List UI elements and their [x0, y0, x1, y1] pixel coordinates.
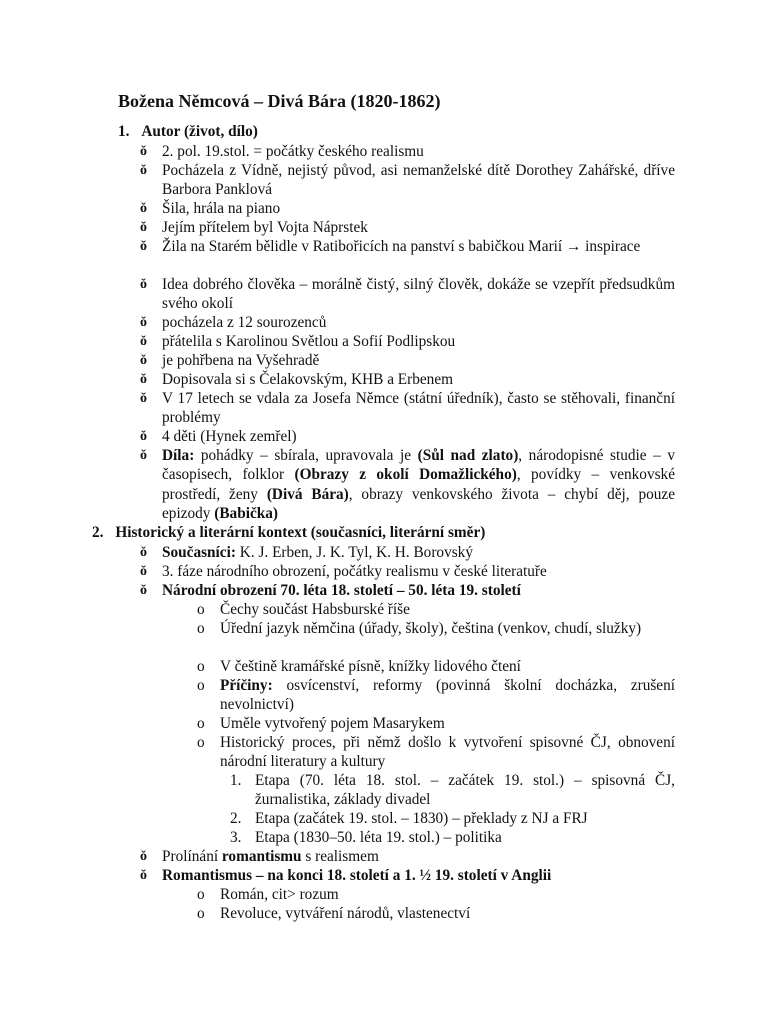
bullet-icon: ǒ: [140, 545, 147, 560]
bullet-icon: ǒ: [140, 277, 147, 292]
document-title: Božena Němcová – Divá Bára (1820-1862): [118, 91, 441, 111]
section-title: Autor (život, dílo): [141, 123, 258, 140]
bullet-icon: ǒ: [140, 448, 147, 463]
bullet-icon: ǒ: [140, 220, 147, 235]
bullet-icon: ǒ: [140, 163, 147, 178]
section-number: 2.: [92, 524, 104, 541]
section-1-heading: [118, 122, 258, 141]
bullet-icon: ǒ: [140, 353, 147, 368]
circle-bullet-icon: o: [197, 715, 205, 732]
bullet-icon: ǒ: [140, 564, 147, 579]
document-page: Božena Němcová – Divá Bára (1820-1862) 1. Autor (život, dílo) ǒ 2. pol. 19.stol. = počátky českého realismu ǒ Pocházela z Vídně, nejistý původ, asi nemanželské dítě Dorothey Zahářské, dříve Barbora Panklová ǒ Šila, hrála na piano ǒ Jejím přítelem byl Vojta Náprstek ǒ Žila na Starém bělidle v Ratibořicích na panství s babičkou Marií → inspirace ǒ Idea dobrého člověka – morálně čistý, silný člověk, dokáže se vzepřít předsudkům svého okolí ǒ pocházela z 12 sourozenců ǒ přátelila s Karolinou Světlou a Sofií Podlipskou ǒ je pohřbena na Vyšehradě ǒ Dopisovala si s Čelakovským, KHB a Erbenem ǒ V 17 letech se vdala za Josefa Němce (státní úředník), často se stěhovali, finanční problémy ǒ 4 děti (Hynek zemřel) ǒ Díla: pohádky – sbírala, upravovala je (Sůl nad zlato), národopisné studie – v časopisech, folklor (Obrazy z okolí Domažlického), povídky – venkovské prostředí, ženy (Divá Bára), obrazy venkovského života – chybí děj, pouze epizody (Babička) 2. Historický a literární kontext (současníci, literární směr) ǒ Současníci: K. J. Erben, J. K. Tyl, K. H. Borovský ǒ 3. fáze národního obrození, počátky realismu v české literatuře ǒ Národní obrození 70. léta 18. století – 50. léta 19. století o Čechy součást Habsburské říše o Úřední jazyk němčina (úřady, školy), čeština (venkov, chudí, služky) o V češtině kramářské písně, knížky lidového čtení o Příčiny: osvícenství, reformy (povinná školní docházka, zrušení nevolnictví) o Uměle vytvořený pojem Masarykem o Historický proces, při němž došlo k vytvoření spisovné ČJ, obnovení národní literatury a kultury 1. Etapa (70. léta 18. stol. – začátek 19. stol.) – spisovná ČJ, žurnalistika, základy divadel 2. Etapa (začátek 19. stol. – 1830) – překlady z NJ a FRJ 3. Etapa (1830–50. léta 19. stol.) – politika ǒ Prolínání romantismu s realismem ǒ Romantismus – na konci 18. století a 1. ½ 19. století v Anglii o Román, cit> rozum o Revoluce, vytváření národů, vlastenectví: [92, 91, 675, 922]
bullet-icon: ǒ: [140, 391, 147, 406]
bullet-icon: ǒ: [140, 583, 147, 598]
bullet-icon: ǒ: [140, 334, 147, 349]
circle-bullet-icon: o: [197, 620, 205, 637]
bullet-icon: ǒ: [140, 429, 147, 444]
bullet-icon: ǒ: [140, 849, 147, 864]
section-number: 1.: [118, 123, 130, 140]
circle-bullet-icon: o: [197, 734, 205, 751]
circle-bullet-icon: o: [197, 905, 205, 922]
bullet-icon: ǒ: [140, 315, 147, 330]
bullet-icon: ǒ: [140, 144, 147, 159]
circle-bullet-icon: o: [197, 886, 205, 903]
circle-bullet-icon: o: [197, 658, 205, 675]
circle-bullet-icon: o: [197, 677, 205, 694]
bullet-icon: ǒ: [140, 239, 147, 254]
bullet-icon: ǒ: [140, 372, 147, 387]
section-2-heading: [92, 523, 485, 542]
circle-bullet-icon: o: [197, 601, 205, 618]
bullet-icon: ǒ: [140, 868, 147, 883]
section-title: Historický a literární kontext (současníci, literární směr): [115, 524, 486, 541]
bullet-icon: ǒ: [140, 201, 147, 216]
